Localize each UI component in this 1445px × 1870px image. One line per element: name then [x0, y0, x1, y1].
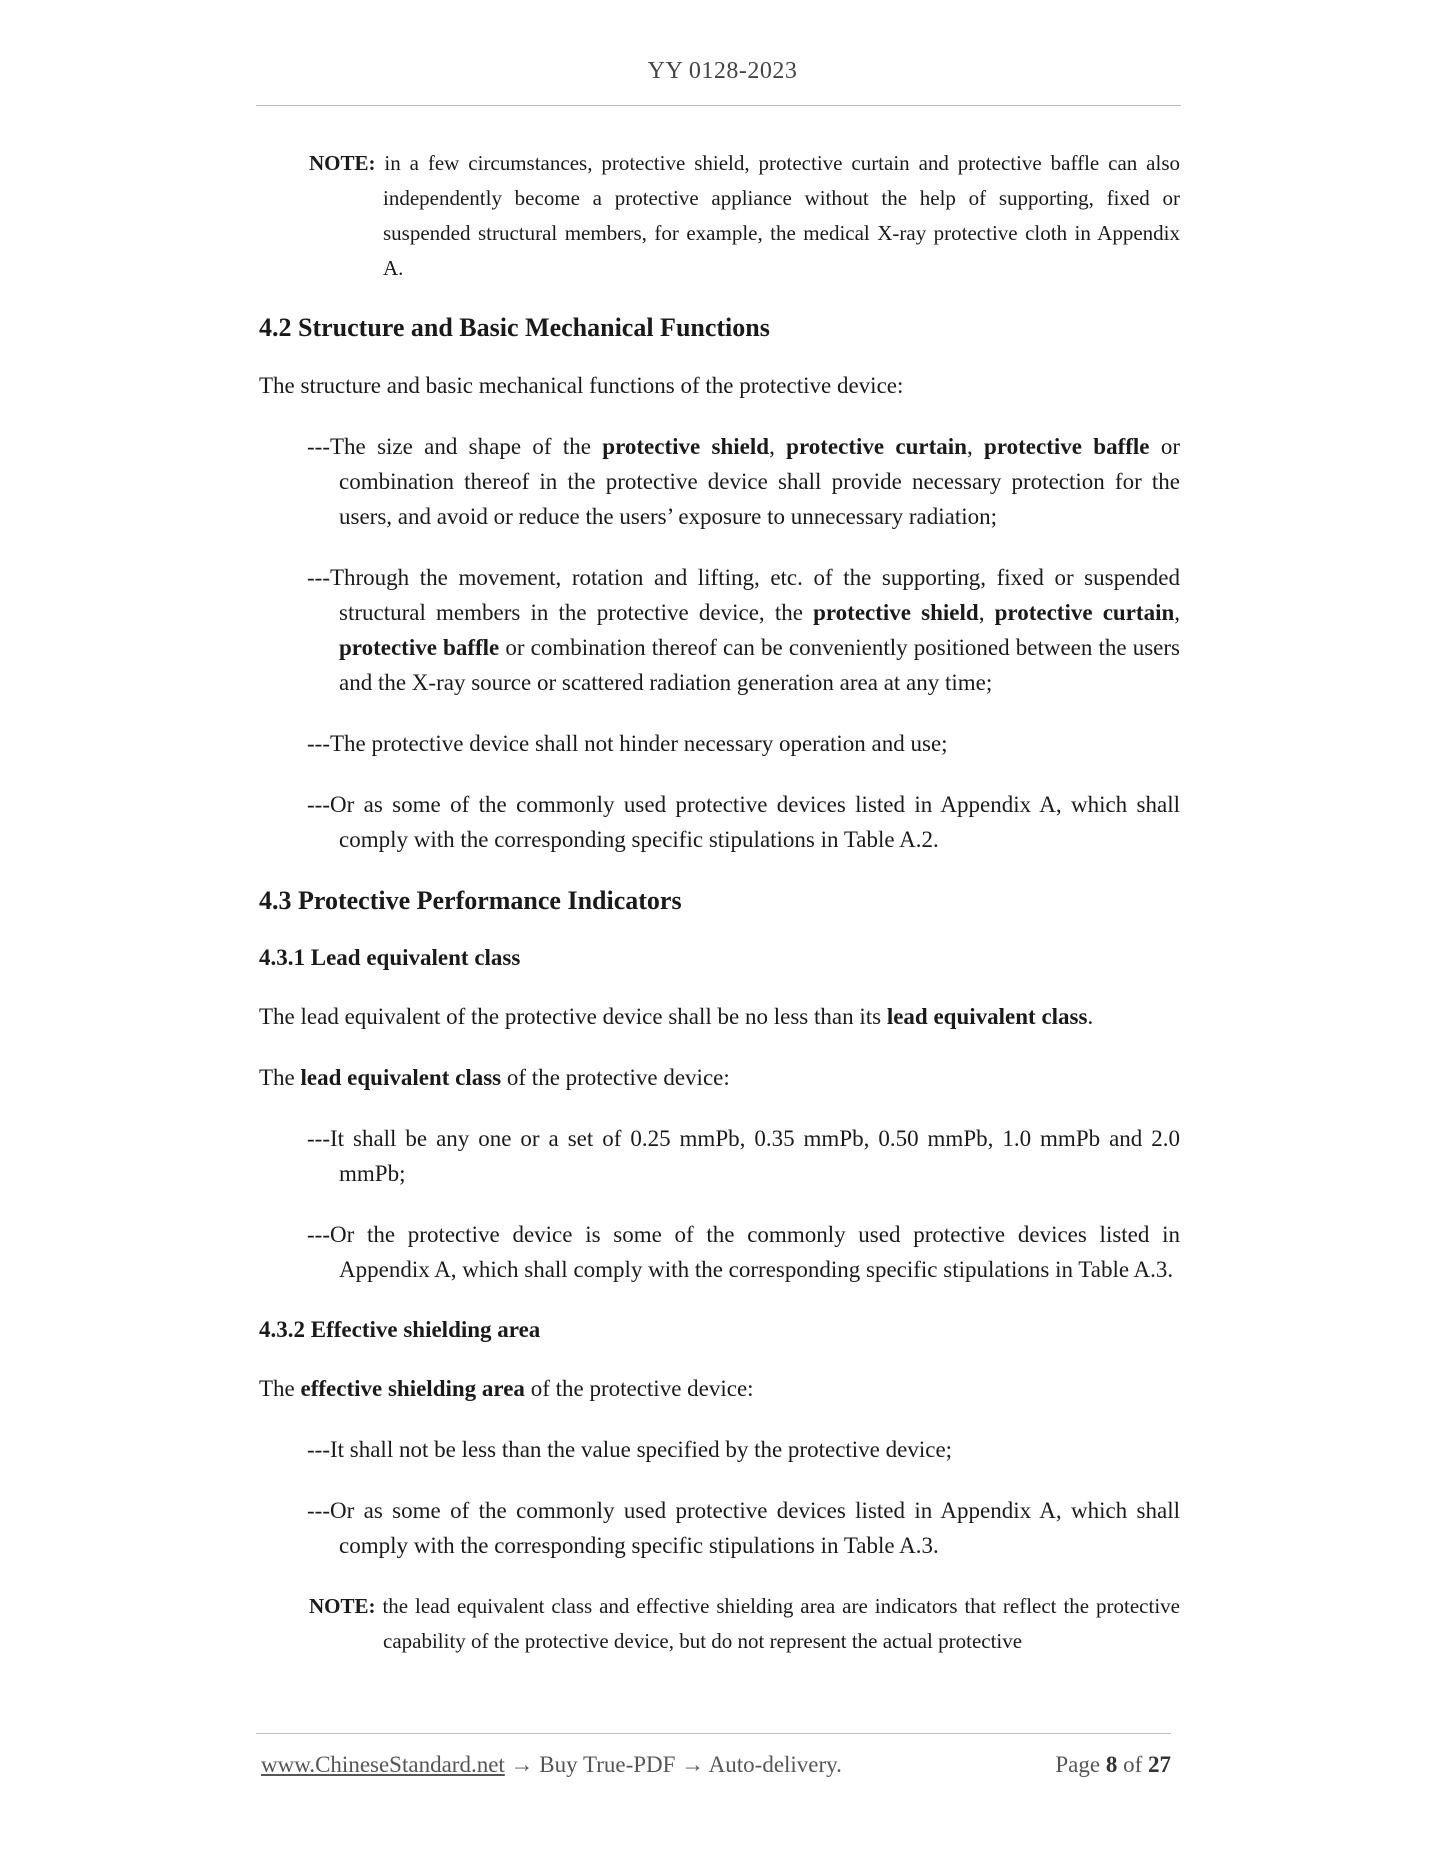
note-text: the lead equivalent class and effective shielding area are indicators that reflect the protective capability of the protective device, but do not represent the actual protective	[375, 1594, 1180, 1653]
list-item: ---The protective device shall not hinder necessary operation and use;	[307, 731, 948, 756]
site-link[interactable]: www.ChineseStandard.net	[261, 1752, 505, 1777]
list-item: ---Or the protective device is some of the commonly used protective devices listed in Appendix A, which shall comply with the corresponding specific stipulations in Table A.3.	[307, 1222, 1180, 1282]
list-item: ---Or as some of the commonly used protective devices listed in Appendix A, which shall comply with the corresponding specific stipulations in Table A.2.	[307, 792, 1180, 852]
footer-promo-text: → Buy True-PDF → Auto-delivery.	[504, 1752, 842, 1777]
header-divider	[256, 105, 1181, 106]
footer-promo	[261, 1752, 842, 1778]
note-paragraph	[259, 1589, 1180, 1659]
running-header: YY 0128-2023	[647, 58, 798, 84]
list-item: ---Or as some of the commonly used protective devices listed in Appendix A, which shall comply with the corresponding specific stipulations in Table A.3.	[307, 1498, 1180, 1558]
page-indicator: Page 8 of 27	[1055, 1752, 1171, 1777]
note-text: in a few circumstances, protective shield, protective curtain and protective baffle can also independently become a protective appliance without the help of supporting, fixed or suspended structural members, for example, the medical X-ray protective cloth in Appendix A.	[375, 151, 1180, 280]
section-heading-4-3: 4.3 Protective Performance Indicators	[259, 886, 682, 915]
list-item: ---It shall be any one or a set of 0.25 mmPb, 0.35 mmPb, 0.50 mmPb, 1.0 mmPb and 2.0 mmPb;	[307, 1126, 1180, 1186]
paragraph: The lead equivalent of the protective device shall be no less than its lead equivalent class.	[259, 1004, 1094, 1029]
note-paragraph	[259, 146, 1180, 286]
page-number: 8	[1105, 1752, 1118, 1777]
paragraph: The effective shielding area of the protective device:	[259, 1376, 754, 1401]
section-heading-4-3-1: 4.3.1 Lead equivalent class	[259, 945, 521, 970]
list-item: ---Through the movement, rotation and lifting, etc. of the supporting, fixed or suspended structural members in the protective device, the protective shield, protective curtain, protective baffle or combination thereof can be conveniently positioned between the users and the X-ray source or scattered radiation generation area at any time;	[307, 565, 1181, 695]
section-heading-4-2: 4.2 Structure and Basic Mechanical Functions	[259, 313, 770, 342]
paragraph: The lead equivalent class of the protective device:	[259, 1065, 730, 1090]
list-item: ---The size and shape of the protective shield, protective curtain, protective baffle or combination thereof in the protective device shall provide necessary protection for the users, and avoid or reduce the users’ exposure to unnecessary radiation;	[307, 434, 1180, 529]
section-intro: The structure and basic mechanical functions of the protective device:	[259, 373, 904, 398]
list-item: ---It shall not be less than the value specified by the protective device;	[307, 1437, 953, 1462]
note-label: NOTE:	[309, 1594, 376, 1618]
footer-divider	[256, 1733, 1171, 1734]
page-content	[259, 146, 1180, 1659]
page-total: 27	[1148, 1752, 1171, 1777]
section-heading-4-3-2: 4.3.2 Effective shielding area	[259, 1317, 541, 1342]
note-label: NOTE:	[309, 151, 376, 175]
